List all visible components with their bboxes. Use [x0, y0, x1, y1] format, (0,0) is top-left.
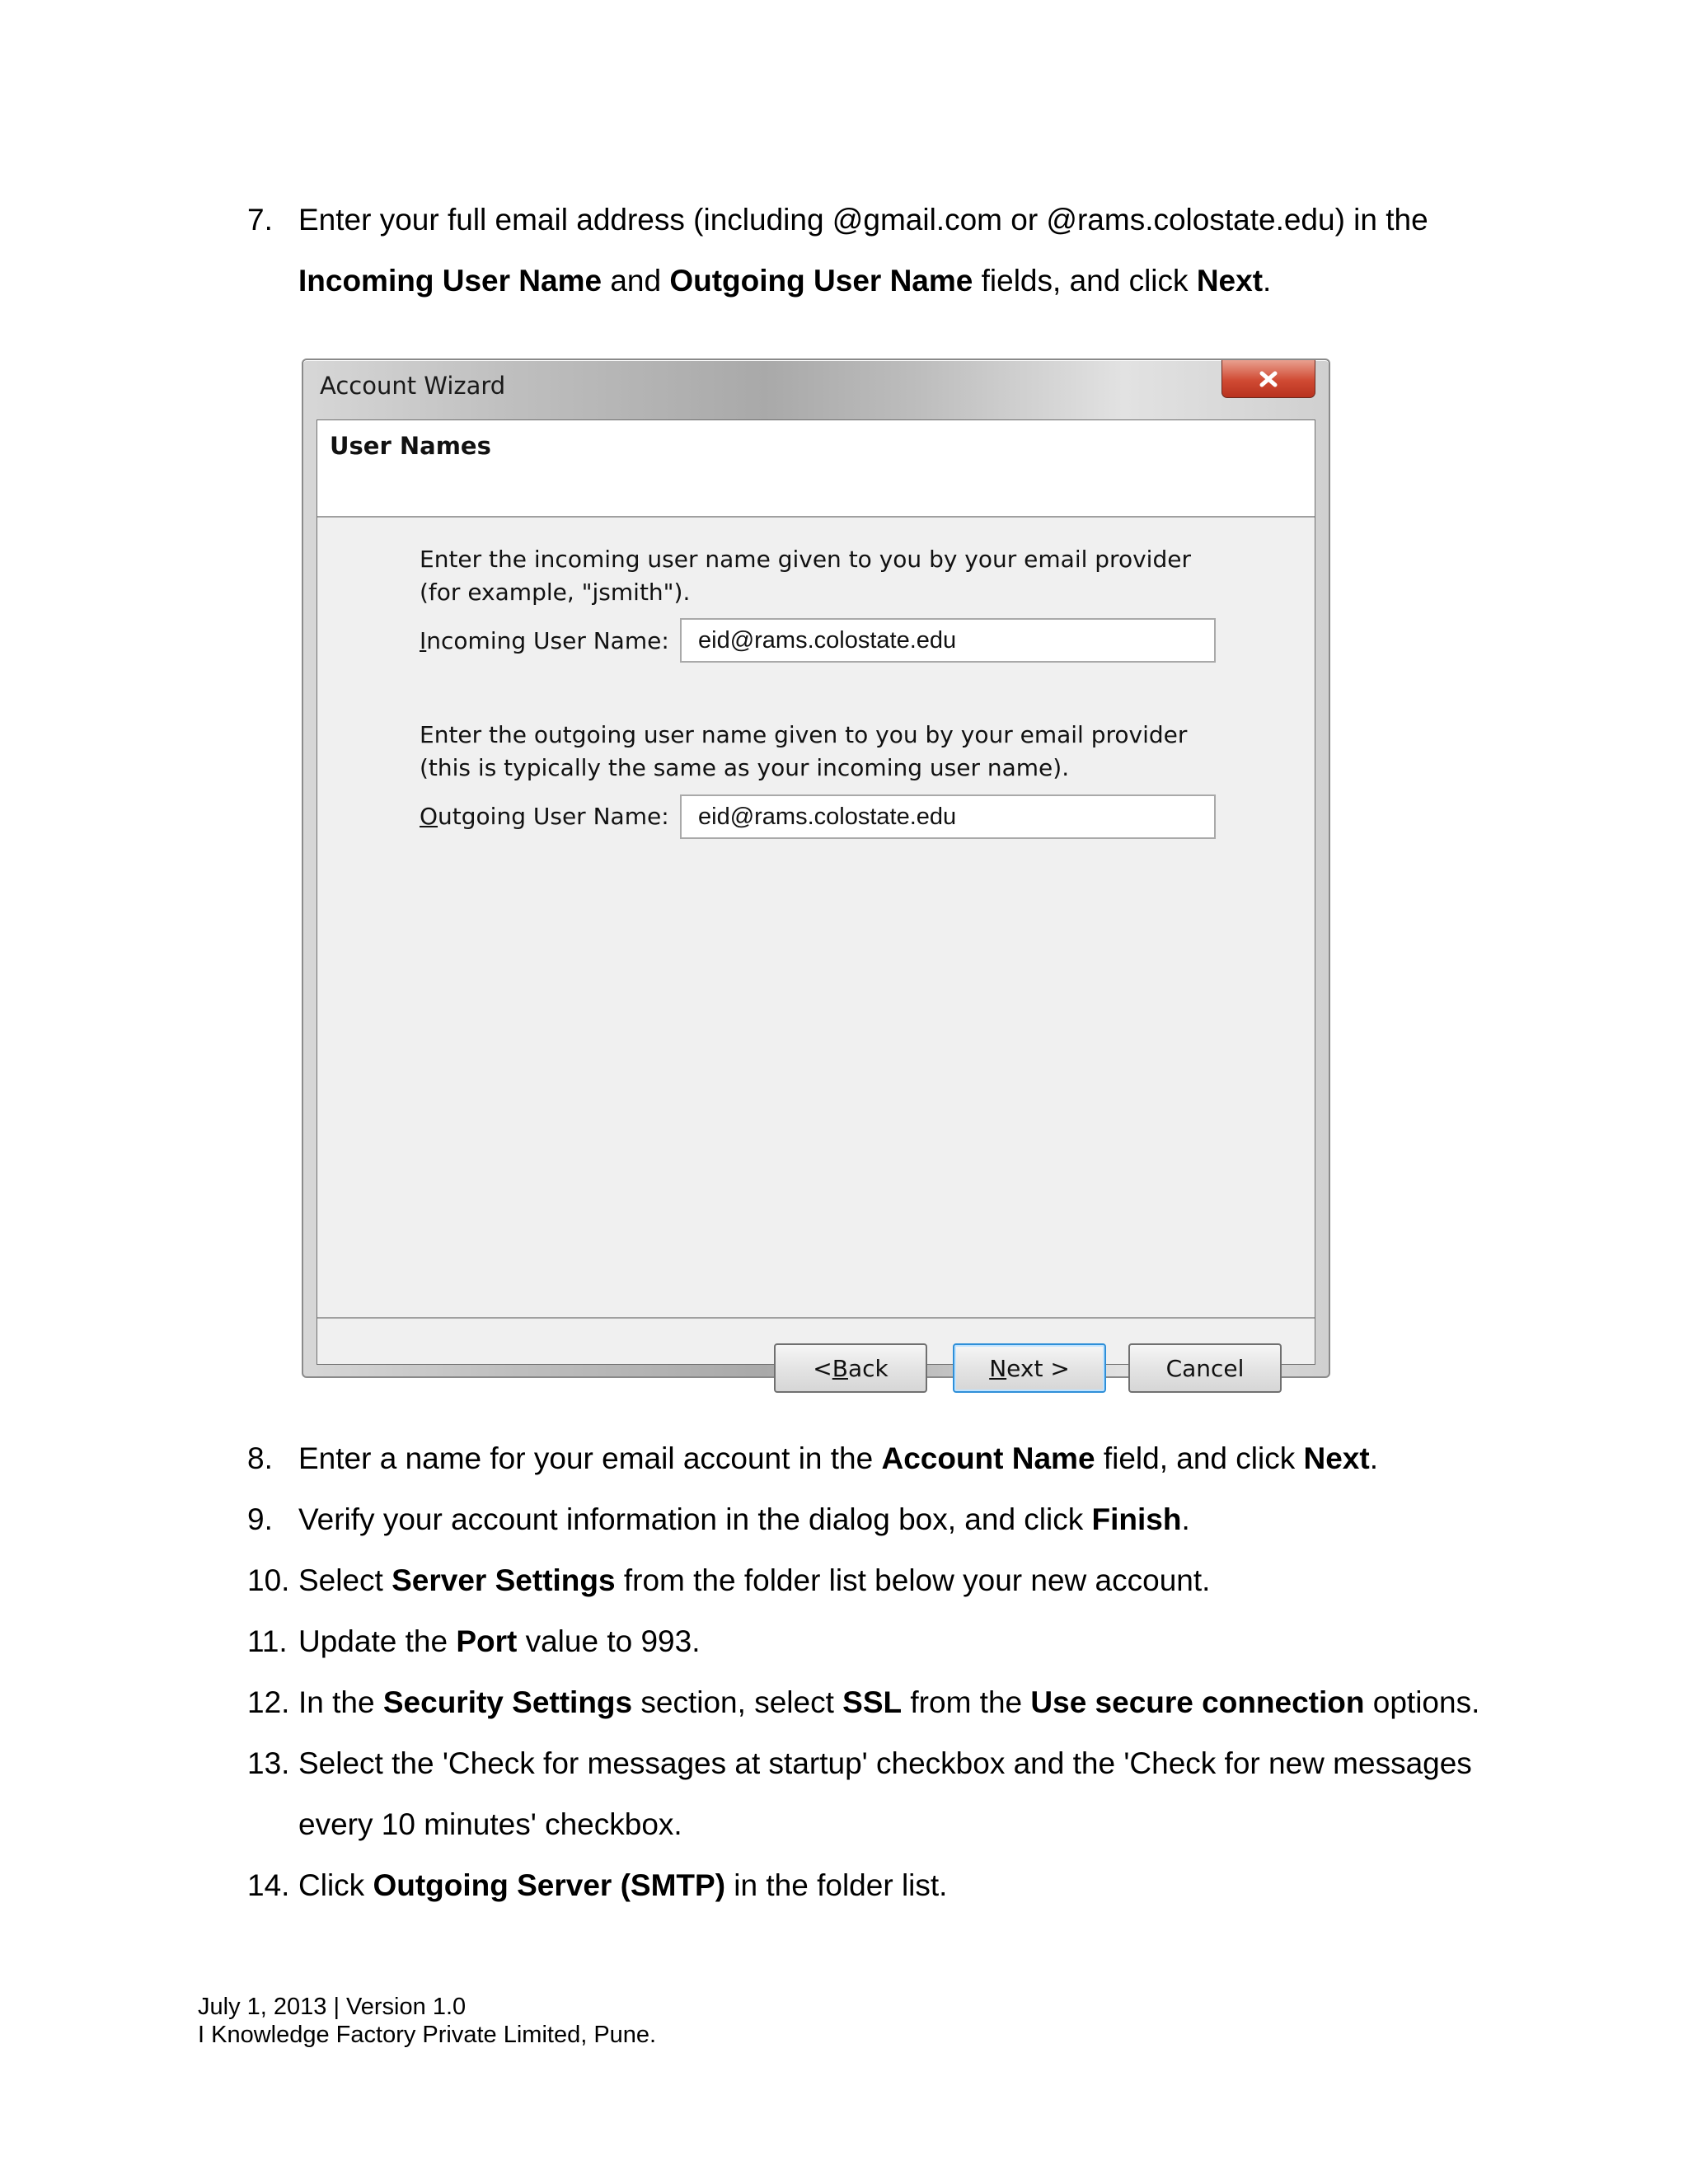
incoming-user-name-label: Incoming User Name: — [420, 627, 669, 654]
dialog-header-panel — [317, 420, 1315, 518]
step-text: Update the Port value to 993. — [298, 1624, 701, 1658]
footer-divider — [317, 1317, 1315, 1319]
incoming-user-name-input[interactable]: eid@rams.colostate.edu — [680, 618, 1216, 663]
step-text: Select the 'Check for messages at startup' checkbox and the 'Check for new messages every 10 minutes' checkbox. — [298, 1746, 1472, 1841]
page-footer — [198, 1993, 656, 2049]
outgoing-description: Enter the outgoing user name given to you by your email provider (this is typically the same as your incoming user name). — [420, 721, 1188, 781]
outgoing-user-name-label: Outgoing User Name: — [420, 803, 669, 830]
step-number: 8. — [247, 1441, 273, 1475]
page-title: User Names — [330, 432, 491, 460]
footer-version: July 1, 2013 | Version 1.0 — [198, 1994, 467, 2020]
footer-company: I Knowledge Factory Private Limited, Pune. — [198, 2022, 657, 2048]
incoming-description: Enter the incoming user name given to you by your email provider (for example, "jsmith"). — [420, 546, 1191, 606]
outgoing-user-name-input[interactable]: eid@rams.colostate.edu — [680, 794, 1216, 839]
back-button[interactable]: < B ack — [774, 1343, 927, 1393]
dialog-title: Account Wizard — [320, 372, 506, 400]
step-text: Enter your full email address (including @gmail.com or @rams.colostate.edu) in the Incoming User Name and Outgoing User Name fields, and click Next. — [298, 203, 1428, 298]
close-button[interactable] — [1221, 360, 1315, 398]
step-text: Select Server Settings from the folder list below your new account. — [298, 1563, 1211, 1597]
dialog-client-area — [316, 419, 1315, 1382]
step-number: 14. — [247, 1868, 290, 1902]
step-number: 10. — [247, 1563, 290, 1597]
step-number: 13. — [247, 1746, 290, 1780]
step-number: 9. — [247, 1502, 273, 1536]
close-icon — [1258, 370, 1279, 388]
step-number: 11. — [247, 1624, 288, 1658]
step-text: Verify your account information in the dialog box, and click Finish. — [298, 1502, 1190, 1536]
step-number: 7. — [247, 203, 273, 237]
cancel-button[interactable]: Cancel — [1128, 1343, 1282, 1393]
step-number: 12. — [247, 1685, 290, 1719]
next-button[interactable]: N ext > — [953, 1343, 1106, 1393]
step-text: Click Outgoing Server (SMTP) in the folder list. — [298, 1868, 948, 1902]
step-text: Enter a name for your email account in the Account Name field, and click Next. — [298, 1441, 1378, 1475]
dialog-titlebar — [303, 360, 1329, 419]
account-wizard-dialog — [302, 359, 1330, 1382]
step-text: In the Security Settings section, select SSL from the Use secure connection options. — [298, 1685, 1480, 1719]
